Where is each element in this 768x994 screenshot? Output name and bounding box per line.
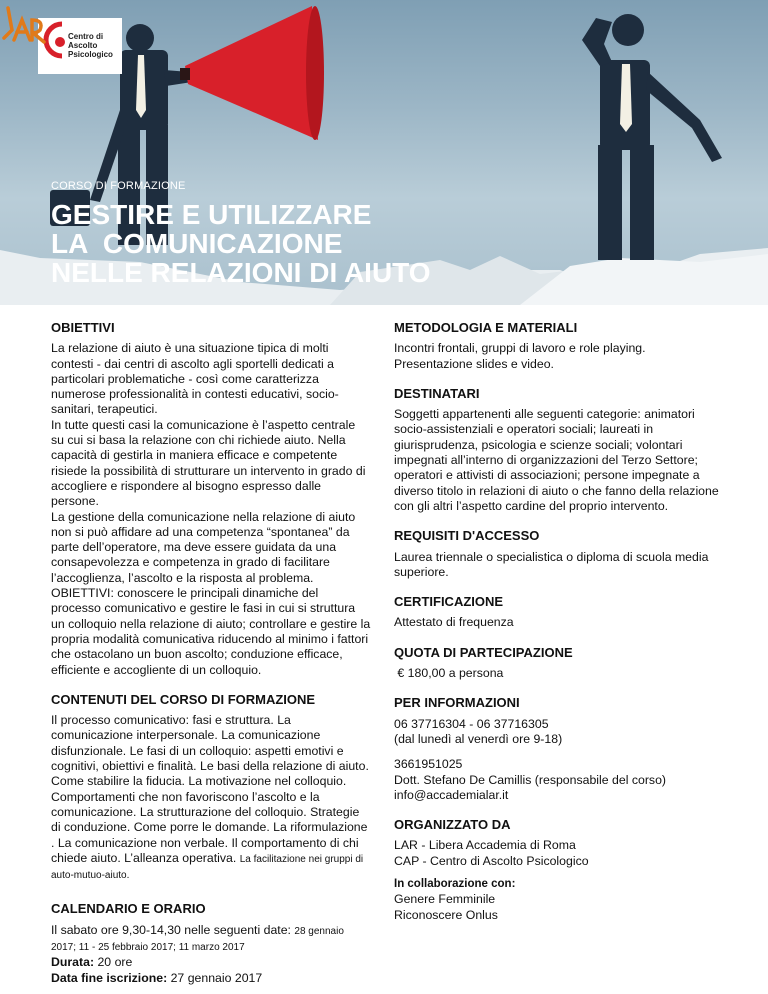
informazioni-contact: 3661951025 Dott. Stefano De Camillis (responsabile del corso) info@accademialar.it: [394, 757, 667, 802]
cliff-right: [520, 254, 768, 305]
title-line-3: NELLE RELAZIONI DI AIUTO: [51, 257, 431, 288]
durata-line: [51, 955, 371, 970]
cap-logo-line2: Ascolto: [68, 41, 98, 50]
durata-value: 20 ore: [97, 955, 133, 970]
quota-heading: QUOTA DI PARTECIPAZIONE: [394, 644, 573, 660]
informazioni-phone: 06 37716304 - 06 37716305 (dal lunedì al venerdì ore 9-18): [394, 716, 563, 746]
informazioni-heading: PER INFORMAZIONI: [394, 695, 520, 711]
collaborazione-text: Genere Femminile Riconoscere Onlus: [394, 892, 498, 922]
right-column: [394, 320, 724, 923]
fine-iscrizione-label: Data fine iscrizione:: [51, 970, 168, 985]
section-calendario: [51, 901, 371, 985]
metodologia-heading: METODOLOGIA E MATERIALI: [394, 320, 578, 335]
section-informazioni: [394, 695, 724, 803]
calendario-text: [51, 923, 371, 956]
requisiti-text: Laurea triennale o specialistica o diploma di scuola media superiore.: [394, 549, 709, 579]
title-line-1: GESTIRE E UTILIZZARE: [51, 199, 372, 230]
section-contenuti: [51, 692, 371, 884]
cap-logo-line1: Centro di: [68, 32, 104, 41]
contenuti-text: [51, 713, 371, 883]
calendario-dates: 28 gennaio 2017; 11 - 25 febbraio 2017; 11 marzo 2017: [51, 925, 344, 953]
organizzato-text: LAR - Libera Accademia di Roma CAP - Centro di Ascolto Psicologico: [394, 838, 589, 868]
cap-logo: [38, 18, 122, 74]
section-requisiti: [394, 528, 724, 580]
destinatari-heading: DESTINATARI: [394, 385, 480, 401]
durata-label: Durata:: [51, 955, 95, 970]
contenuti-body: Il processo comunicativo: fasi e struttura. La comunicazione interpersonale. La comunicazione disfunzionale. Le fasi di un colloquio: aspetti emotivi e cognitivi, obiettivi e finalità. Le basi della relazione di aiuto. Come stabilire la fiducia. La motivazione nel colloquio. Comportamenti che non favoriscono l’ascolto e la comunicazione. La strutturazione del colloquio. Strategie di conduzione. Come porre le domande. La riformulazione . La comunicazione non verbale. Il comportamento di chi chiede aiuto. L’alleanza operativa.: [51, 713, 369, 865]
certificazione-heading: CERTIFICAZIONE: [394, 594, 504, 610]
section-organizzato: [394, 817, 724, 923]
quota-text: € 180,00 a persona: [394, 666, 504, 681]
metodologia-text: Incontri frontali, gruppi di lavoro e role playing. Presentazione slides e video.: [394, 341, 646, 371]
contenuti-small: La facilitazione nei gruppi di auto-mutuo-aiuto.: [51, 853, 364, 882]
figure-listener: [582, 14, 722, 260]
cap-logo-text: [68, 32, 113, 59]
destinatari-text: Soggetti appartenenti alle seguenti categorie: animatori socio-assistenziali e operatori sociali; laureati in giurisprudenza, psicologia e scienze sociali; volontari impegnati all’interno di organizzazioni del Terzo Settore; operatori e attivisti di associazioni; persone impegnate a diverso titolo in relazioni di aiuto o che fanno della relazione con gli altri l’aspetto cardine del proprio intervento.: [394, 407, 719, 513]
obiettivi-heading: OBIETTIVI: [51, 320, 115, 335]
title-line-2: LA COMUNICAZIONE: [51, 228, 343, 259]
left-column: [51, 320, 371, 986]
megaphone: [180, 6, 324, 140]
section-obiettivi: [51, 320, 371, 678]
section-certificazione: [394, 594, 724, 631]
fine-iscrizione-value: 27 gennaio 2017: [170, 970, 263, 985]
lar-logo: [0, 0, 48, 48]
course-label: CORSO DI FORMAZIONE: [51, 180, 186, 192]
fine-iscrizione-line: [51, 971, 371, 986]
section-quota: [394, 645, 724, 682]
contenuti-heading: CONTENUTI DEL CORSO DI FORMAZIONE: [51, 691, 316, 707]
obiettivi-text: La relazione di aiuto è una situazione tipica di molti contesti - dai centri di ascolto agli sportelli dedicati a particolari problematiche - così come caratterizza numerose professionalità in contesti educativi, socio-sanitari, terapeutici. In tutte questi casi la comunicazione è l’aspetto centrale su cui si basa la relazione con chi richiede aiuto. Nella capacità di gestirla in maniera efficace e competente risiede la possibilità di strutturare un intervento in grado di accogliere e rispondere al bisogno espresso dalle persone. La gestione della comunicazione nella relazione di aiuto non si può affidare ad una competenza “spontanea” da parte dell’operatore, ma deve essere guidata da una consapevolezza e competenza in grado di facilitare l’accoglienza, l’ascolto e la risposta al problema. OBIETTIVI: conoscere le principali dinamiche del processo comunicativo e gestire le fasi in cui si struttura un colloquio nella relazione di aiuto; controllare e gestire la propria modalità comunicativa riducendo al minimo i fattori che ostacolano un buon ascolto; conduzione efficace, efficiente e accogliente di un colloquio.: [51, 341, 371, 677]
section-destinatari: [394, 386, 724, 514]
course-title: [51, 200, 431, 287]
requisiti-heading: REQUISITI D'ACCESSO: [394, 528, 540, 544]
header-banner: [0, 0, 768, 305]
calendario-body: Il sabato ore 9,30-14,30 nelle seguenti date:: [51, 922, 291, 937]
calendario-heading: CALENDARIO E ORARIO: [51, 901, 206, 917]
cap-logo-line3: Psicologico: [68, 50, 113, 59]
organizzato-heading: ORGANIZZATO DA: [394, 817, 511, 833]
section-metodologia: [394, 320, 724, 372]
collaborazione-label: In collaborazione con:: [394, 878, 516, 891]
certificazione-text: Attestato di frequenza: [394, 615, 514, 630]
